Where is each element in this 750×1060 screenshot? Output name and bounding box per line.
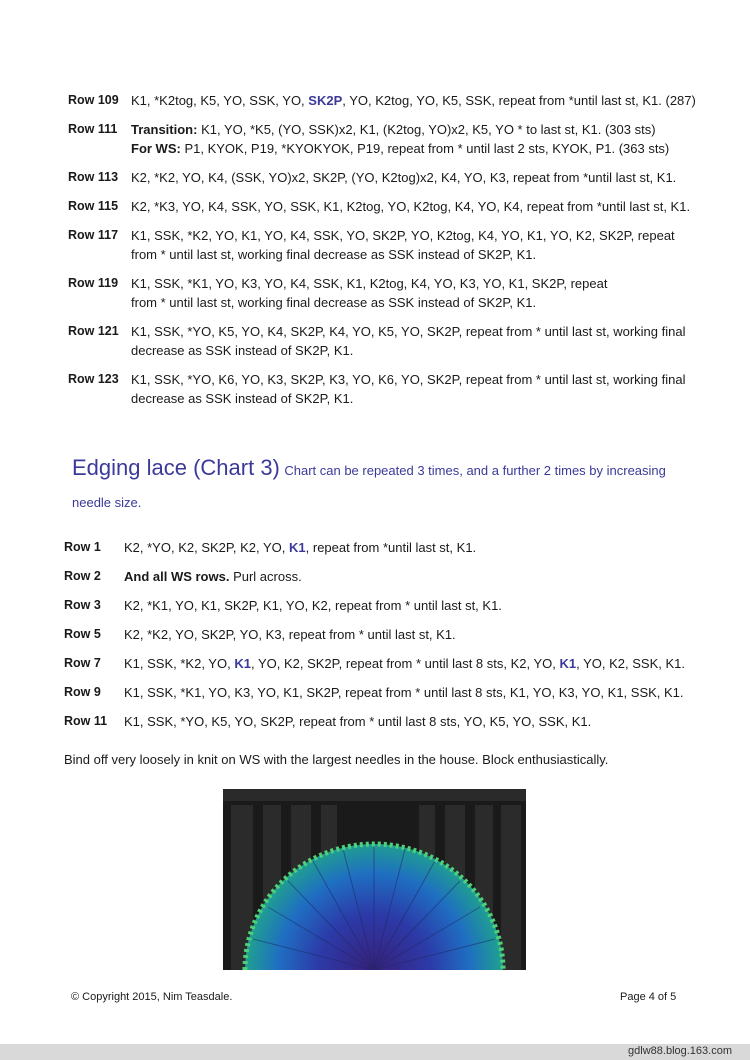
row-label: Row 109	[68, 93, 119, 107]
section-note: Chart can be repeated 3 times, and a further 2 times by increasing needle size.	[72, 463, 666, 510]
row-label: Row 121	[68, 324, 119, 338]
row-instructions: K2, *K1, YO, K1, SK2P, K1, YO, K2, repeat from * until last st, K1.	[124, 598, 502, 613]
row-label: Row 1	[64, 540, 101, 554]
row-instructions: And all WS rows. Purl across.	[124, 569, 302, 584]
row-label: Row 9	[64, 685, 101, 699]
copyright: © Copyright 2015, Nim Teasdale.	[71, 991, 233, 1003]
row-instructions: K2, *K2, YO, SK2P, YO, K3, repeat from * until last st, K1.	[124, 627, 456, 642]
row-instructions: K2, *K3, YO, K4, SSK, YO, SSK, K1, K2tog, YO, K2tog, K4, YO, K4, repeat from *until last st, K1.	[131, 199, 691, 214]
row-instructions: K1, SSK, *YO, K5, YO, K4, SK2P, K4, YO, K5, YO, SK2P, repeat from * until last st, working final decrease as SSK instead of SK2P, K1.	[131, 324, 686, 358]
bind-off-instructions: Bind off very loosely in knit on WS with the largest needles in the house. Block enthusiastically.	[64, 752, 609, 767]
row-instructions: K2, *YO, K2, SK2P, K2, YO, K1, repeat from *until last st, K1.	[124, 540, 477, 555]
row-instructions: K2, *K2, YO, K4, (SSK, YO)x2, SK2P, (YO, K2tog)x2, K4, YO, K3, repeat from *until last st, K1.	[131, 170, 677, 185]
row-label: Row 11	[64, 714, 108, 728]
row-label: Row 7	[64, 656, 101, 670]
row-instructions: K1, *K2tog, K5, YO, SSK, YO, SK2P, YO, K2tog, YO, K5, SSK, repeat from *until last st, K1. (287)	[131, 93, 696, 108]
row-label: Row 113	[68, 170, 119, 184]
row-label: Row 123	[68, 372, 119, 386]
row-instructions: K1, SSK, *K1, YO, K3, YO, K1, SK2P, repeat from * until last 8 sts, K1, YO, K3, YO, K1, SSK, K1.	[124, 685, 684, 700]
row-label: Row 115	[68, 199, 119, 213]
row-label: Row 111	[68, 122, 118, 136]
row-instructions: K1, SSK, *K2, YO, K1, YO, K4, SSK, YO, SK2P, YO, K2tog, K4, YO, K1, YO, K2, SK2P, repeat from * until last st, working final decrease as SSK instead of SK2P, K1.	[131, 228, 675, 262]
row-instructions: Transition: K1, YO, *K5, (YO, SSK)x2, K1, (K2tog, YO)x2, K5, YO * to last st, K1. (303 sts) For WS: P1, KYOK, P19, *KYOKYOK, P19, repeat from * until last 2 sts, KYOK, P1. (363 sts)	[131, 122, 670, 156]
row-label: Row 5	[64, 627, 101, 641]
row-instructions: K1, SSK, *YO, K5, YO, SK2P, repeat from * until last 8 sts, YO, K5, YO, SSK, K1.	[124, 714, 592, 729]
row-label: Row 117	[68, 228, 119, 242]
shawl-photo	[223, 789, 526, 970]
edging-lace-heading	[72, 452, 692, 519]
row-instructions: K1, SSK, *YO, K6, YO, K3, SK2P, K3, YO, K6, YO, SK2P, repeat from * until last st, working final decrease as SSK instead of SK2P, K1.	[131, 372, 686, 406]
section-title: Edging lace (Chart 3)	[72, 455, 280, 480]
shawl-photo-graphic	[223, 789, 526, 970]
row-label: Row 119	[68, 276, 119, 290]
row-label: Row 3	[64, 598, 101, 612]
row-label: Row 2	[64, 569, 101, 583]
row-instructions: K1, SSK, *K2, YO, K1, YO, K2, SK2P, repeat from * until last 8 sts, K2, YO, K1, YO, K2, SSK, K1.	[124, 656, 685, 671]
row-instructions: K1, SSK, *K1, YO, K3, YO, K4, SSK, K1, K2tog, K4, YO, K3, YO, K1, SK2P, repeat from * until last st, working final decrease as SSK instead of SK2P, K1.	[131, 276, 608, 310]
watermark: gdlw88.blog.163.com	[628, 1045, 732, 1057]
page-number: Page 4 of 5	[620, 991, 677, 1003]
